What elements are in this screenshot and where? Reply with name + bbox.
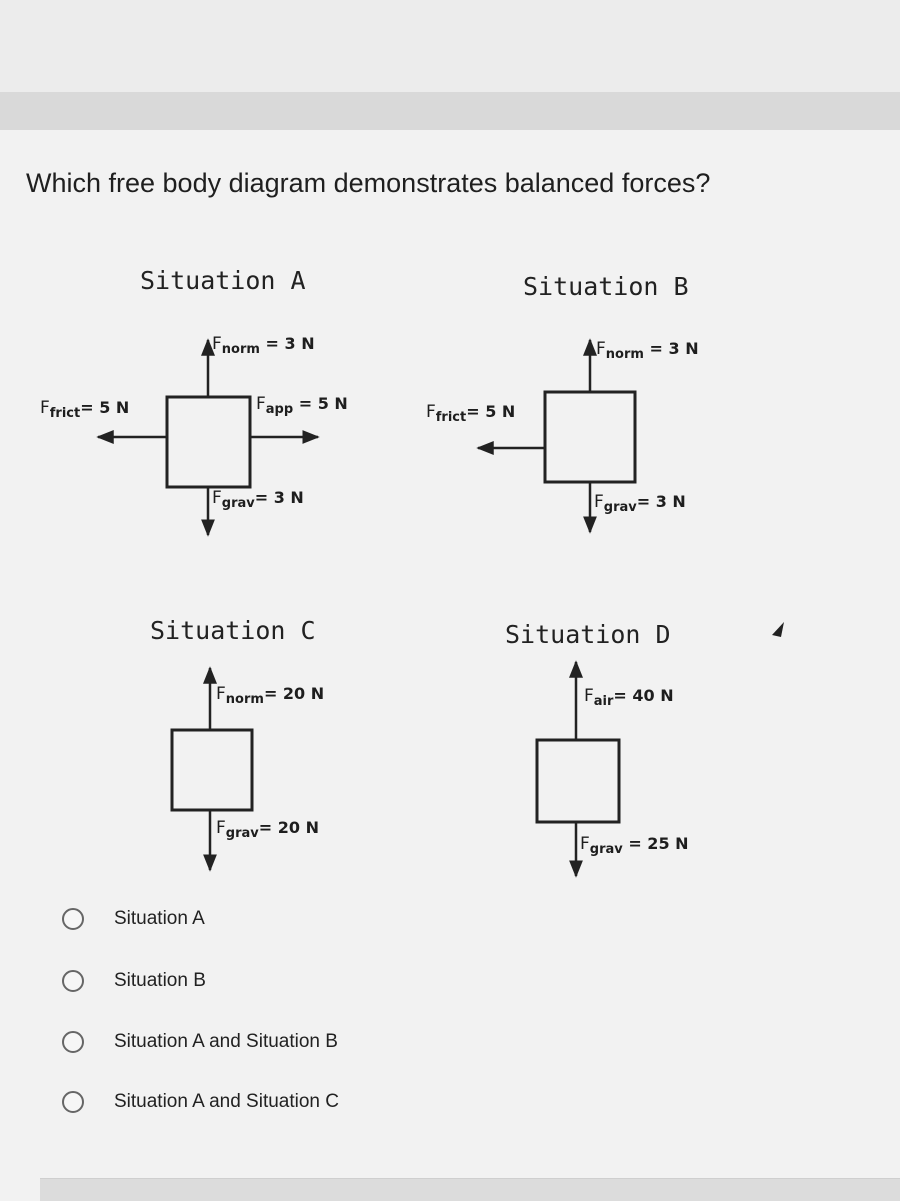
- situation-a-box: [167, 397, 250, 487]
- situation-c-norm-label: $F_{norm}= 20$ N: [216, 684, 325, 707]
- situation-c-box: [172, 730, 252, 810]
- option-situation-b[interactable]: [62, 964, 206, 998]
- situation-b-norm-label: $F_{norm} = 3$ N: [596, 339, 699, 362]
- situation-a-title: Situation A: [140, 266, 306, 295]
- radio-button[interactable]: [62, 1031, 84, 1053]
- situation-a-app-label: $F_{app} = 5$ N: [256, 394, 348, 417]
- situation-b-box: [545, 392, 635, 482]
- cursor-icon: [772, 622, 784, 637]
- situation-c-title: Situation C: [150, 616, 316, 645]
- situation-d-box: [537, 740, 619, 822]
- option-label: Situation B: [114, 970, 206, 991]
- bottom-bar: [40, 1178, 900, 1201]
- radio-button[interactable]: [62, 1091, 84, 1113]
- situation-b-grav-label: $F_{grav}= 3$ N: [594, 492, 686, 515]
- option-label: Situation A and Situation C: [114, 1091, 339, 1112]
- situation-c-grav-label: $F_{grav}= 20$ N: [216, 818, 319, 841]
- situation-b-title: Situation B: [523, 272, 689, 301]
- radio-button[interactable]: [62, 970, 84, 992]
- option-label: Situation A and Situation B: [114, 1031, 338, 1052]
- situation-b-frict-label: $F_{frict}= 5$ N: [426, 402, 516, 425]
- radio-button[interactable]: [62, 908, 84, 930]
- option-situation-a-and-b[interactable]: [62, 1025, 338, 1059]
- situation-d-title: Situation D: [505, 620, 671, 649]
- option-situation-a-and-c[interactable]: [62, 1085, 339, 1119]
- situation-d-grav-label: $F_{grav} = 25$ N: [580, 834, 689, 857]
- situation-d-air-label: $F_{air}= 40$ N: [584, 686, 674, 709]
- situation-a-norm-label: $F_{norm} = 3$ N: [212, 334, 315, 357]
- option-label: Situation A: [114, 908, 205, 929]
- situation-a-grav-label: $F_{grav}= 3$ N: [212, 488, 304, 511]
- situation-a-frict-label: $F_{frict}= 5$ N: [40, 398, 130, 421]
- option-situation-a[interactable]: [62, 902, 205, 936]
- question-text: Which free body diagram demonstrates balanced forces?: [26, 168, 711, 198]
